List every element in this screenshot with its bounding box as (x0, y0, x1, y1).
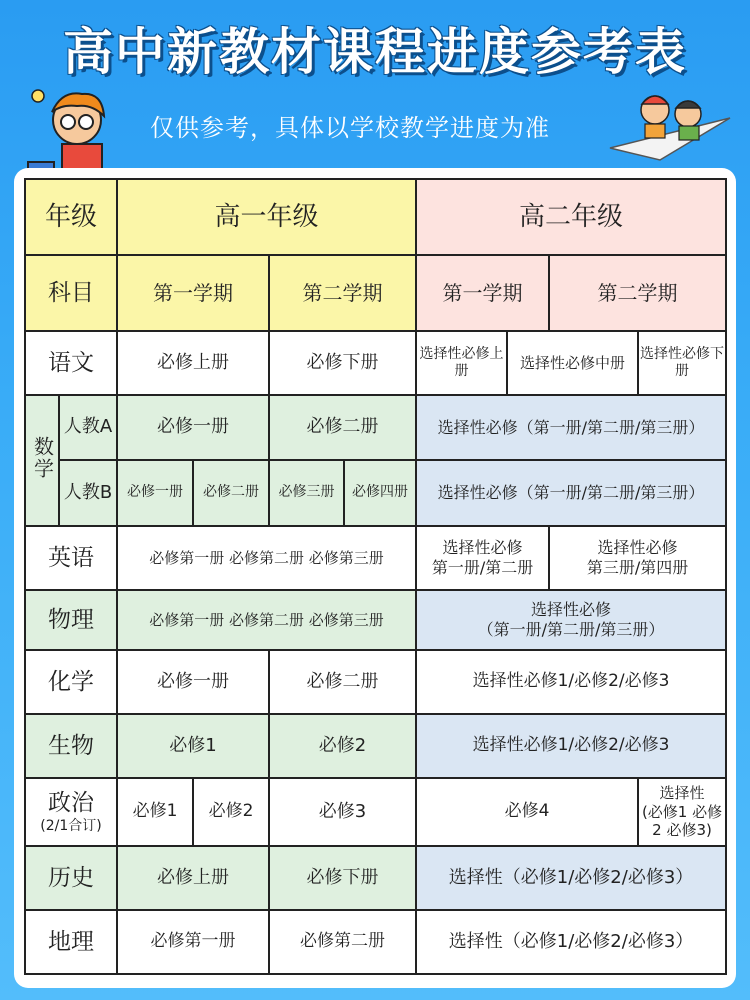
subject-math: 数学 (25, 395, 59, 526)
cell: 必修一册 (117, 460, 193, 526)
table-row (25, 590, 726, 650)
cell: 选择性（必修1/必修2/必修3） (416, 846, 726, 910)
table-row (25, 179, 726, 255)
cell: 选择性必修下册 (638, 331, 726, 395)
cell: 必修2 (193, 778, 269, 846)
cell: 必修下册 (269, 846, 416, 910)
subject-history: 历史 (25, 846, 117, 910)
cell: 必修第二册 (269, 910, 416, 974)
cell: 选择性必修1/必修2/必修3 (416, 650, 726, 714)
cell: 必修二册 (193, 460, 269, 526)
grade1-header: 高一年级 (117, 179, 416, 255)
course-schedule-table (24, 178, 727, 975)
subject-header-label: 科目 (25, 255, 117, 331)
g2-sem1-header: 第一学期 (416, 255, 549, 331)
cell: 必修3 (269, 778, 416, 846)
cell: 选择性必修中册 (507, 331, 638, 395)
table-row (25, 526, 726, 590)
cell: 必修第一册 必修第二册 必修第三册 (117, 590, 416, 650)
grade-header-label: 年级 (25, 179, 117, 255)
subject-chinese: 语文 (25, 331, 117, 395)
cell: 必修上册 (117, 331, 269, 395)
g1-sem2-header: 第二学期 (269, 255, 416, 331)
cell: 必修1 (117, 714, 269, 778)
cell: 选择性必修（第一册/第二册/第三册） (416, 460, 726, 526)
cell: 选择性必修上册 (416, 331, 507, 395)
cell: 选择性必修（第一册/第二册/第三册） (416, 395, 726, 460)
cell: 必修三册 (269, 460, 344, 526)
cell: 选择性必修1/必修2/必修3 (416, 714, 726, 778)
cell: 必修下册 (269, 331, 416, 395)
cell: 必修4 (416, 778, 638, 846)
cell: 必修四册 (344, 460, 416, 526)
subject-physics: 物理 (25, 590, 117, 650)
cell: 选择性 (必修1 必修2 必修3) (638, 778, 726, 846)
table-row (25, 778, 726, 846)
math-a-label: 人教A (59, 395, 117, 460)
cell: 必修二册 (269, 650, 416, 714)
paper-plane-kids-illustration (600, 78, 740, 163)
math-b-label: 人教B (59, 460, 117, 526)
page-subtitle: 仅供参考，具体以学校教学进度为准 (150, 114, 550, 142)
subject-geography: 地理 (25, 910, 117, 974)
cell: 必修二册 (269, 395, 416, 460)
subject-chemistry: 化学 (25, 650, 117, 714)
grade2-header: 高二年级 (416, 179, 726, 255)
subject-biology: 生物 (25, 714, 117, 778)
table-row (25, 331, 726, 395)
table-row (25, 255, 726, 331)
table-row (25, 395, 726, 460)
reading-boy-illustration (22, 82, 132, 182)
cell: 必修2 (269, 714, 416, 778)
cell: 选择性必修 第三册/第四册 (549, 526, 726, 590)
page-title: 高中新教材课程进度参考表 (63, 23, 687, 81)
cell: 选择性必修 （第一册/第二册/第三册） (416, 590, 726, 650)
cell: 必修上册 (117, 846, 269, 910)
cell: 选择性（必修1/必修2/必修3） (416, 910, 726, 974)
table-row (25, 460, 726, 526)
table-row (25, 714, 726, 778)
cell: 必修第一册 必修第二册 必修第三册 (117, 526, 416, 590)
table-row (25, 910, 726, 974)
subject-english: 英语 (25, 526, 117, 590)
subject-politics: 政治 (2/1合订) (25, 778, 117, 846)
cell: 必修第一册 (117, 910, 269, 974)
g1-sem1-header: 第一学期 (117, 255, 269, 331)
cell: 必修一册 (117, 395, 269, 460)
table-row (25, 846, 726, 910)
cell: 必修一册 (117, 650, 269, 714)
cell: 选择性必修 第一册/第二册 (416, 526, 549, 590)
g2-sem2-header: 第二学期 (549, 255, 726, 331)
table-row (25, 650, 726, 714)
cell: 必修1 (117, 778, 193, 846)
